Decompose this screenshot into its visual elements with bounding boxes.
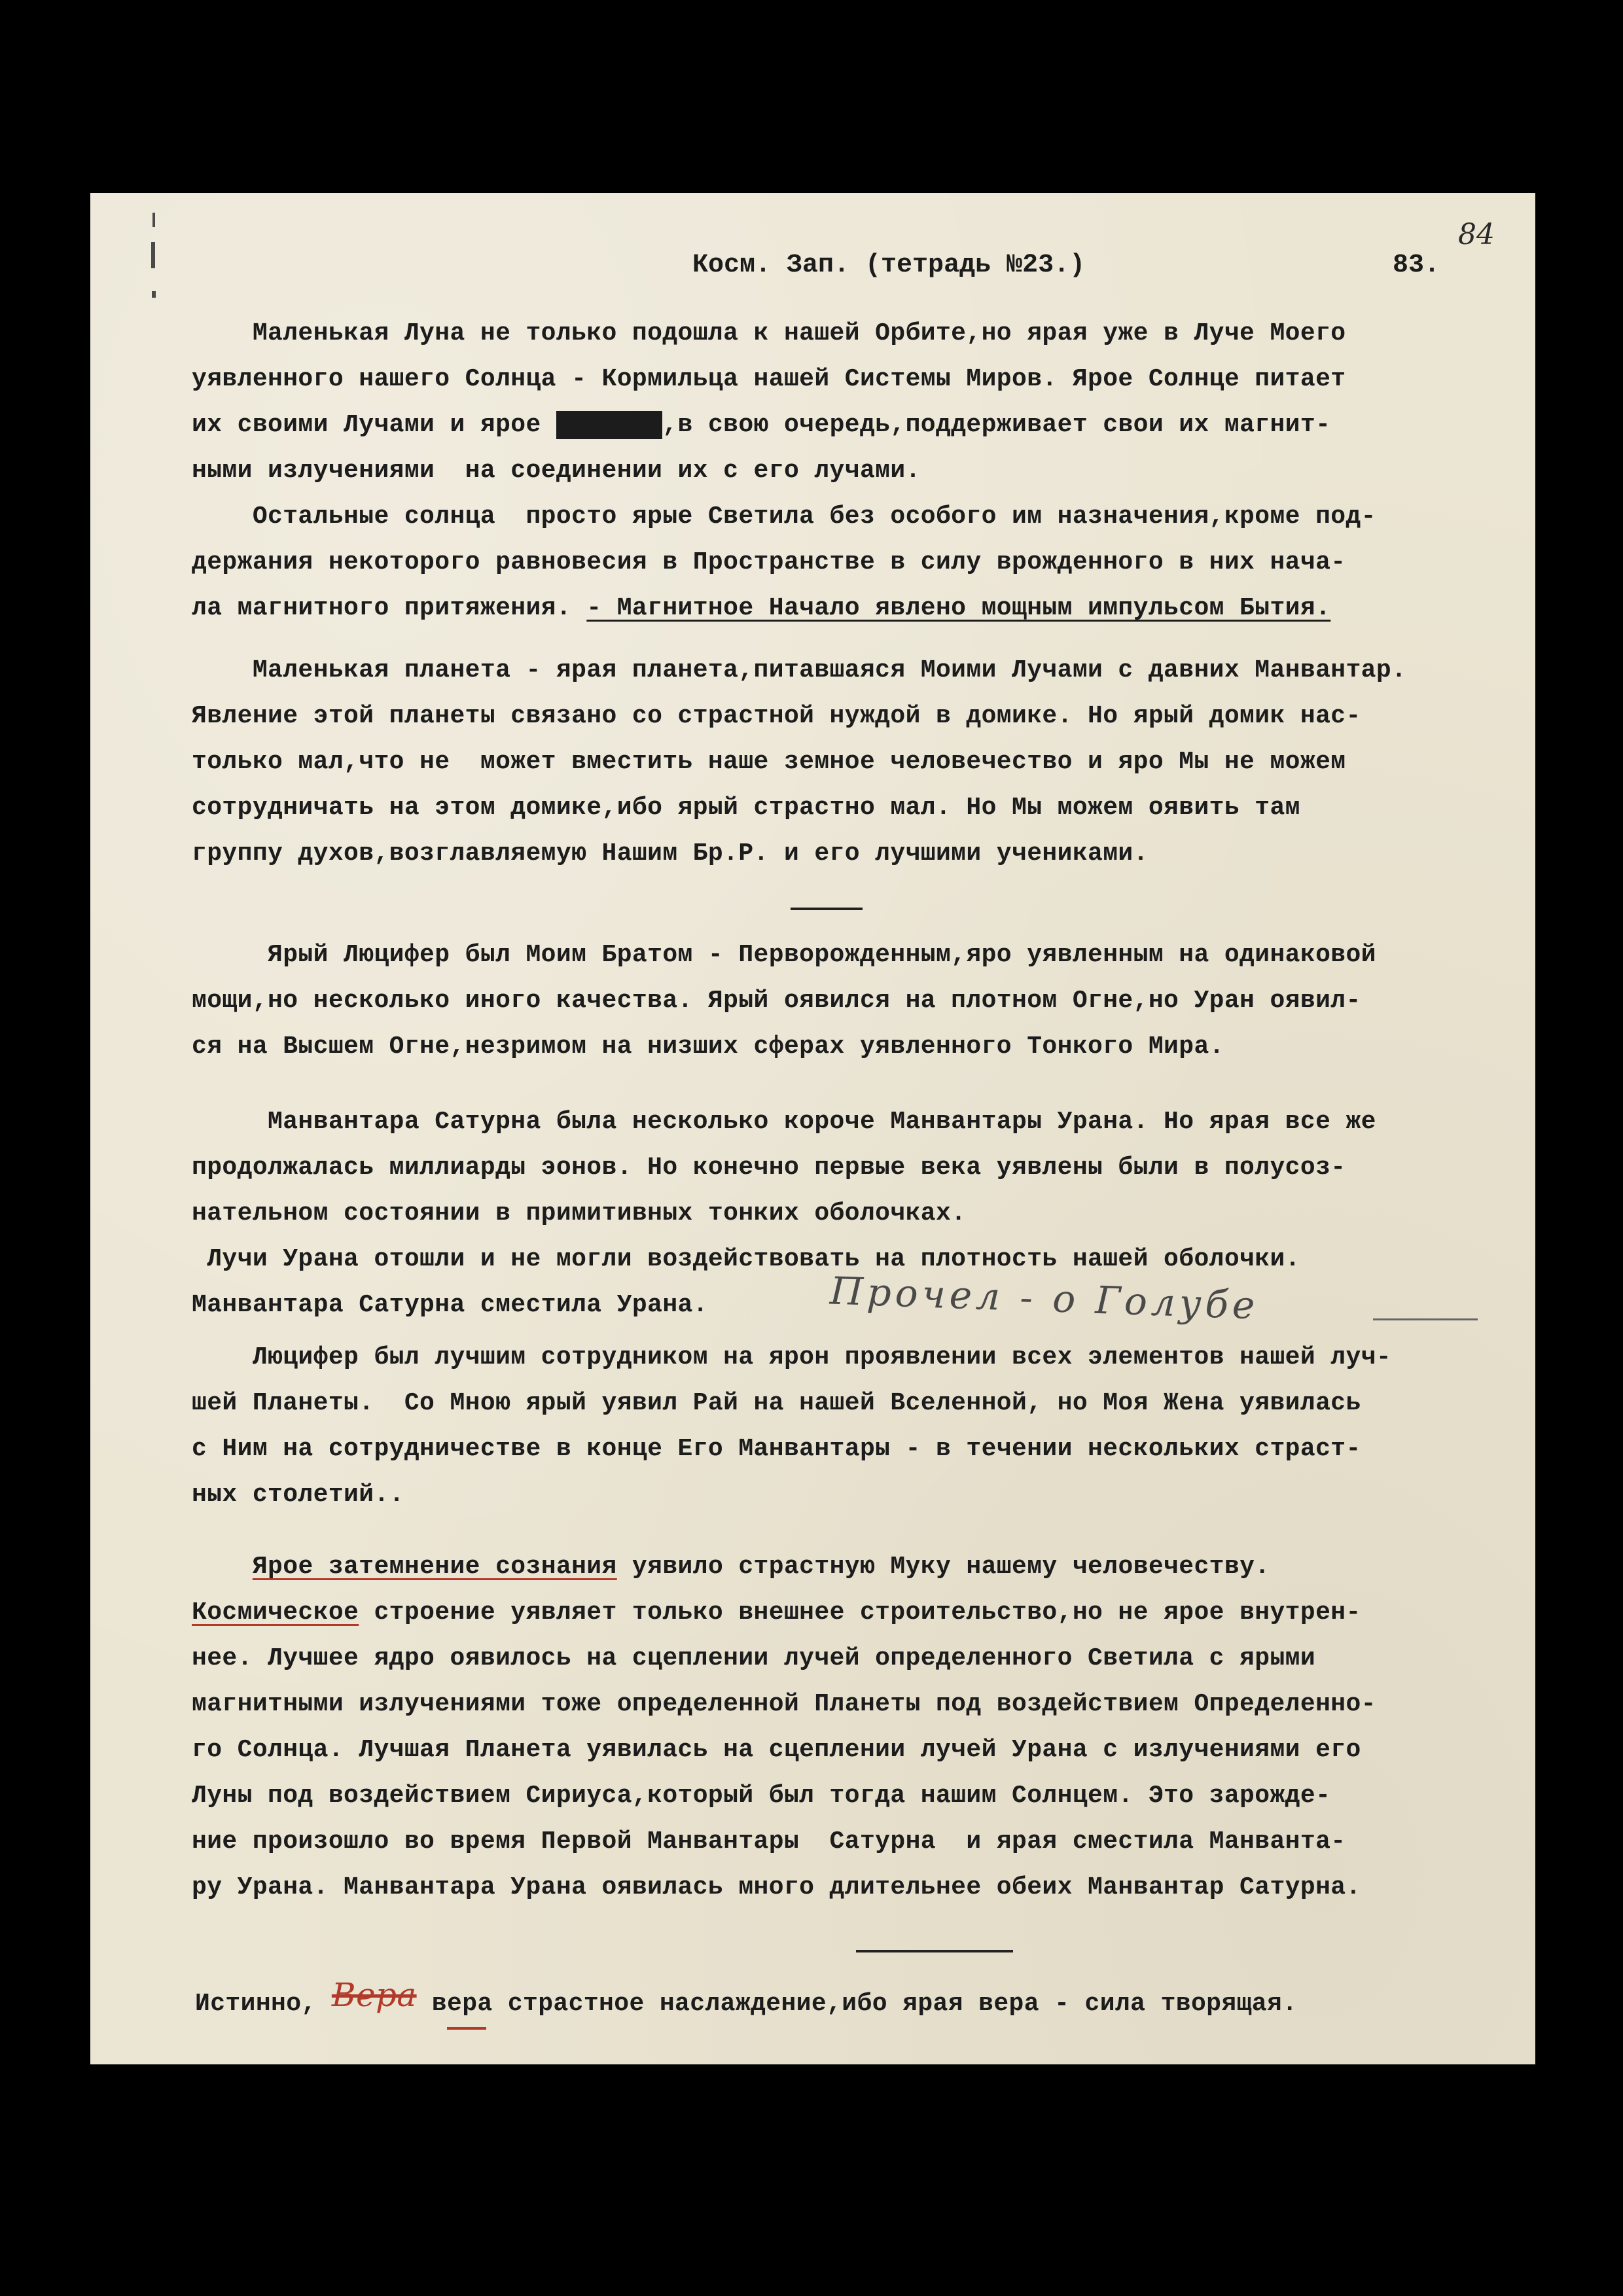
text-line: Остальные солнца просто ярые Светила без особого им назначения,кроме под- [192, 503, 1376, 531]
text-line: группу духов,возглавляемую Нашим Бр.Р. и его лучшими учениками. [192, 839, 1149, 868]
text-segment: ,в свою очередь,поддерживает свои их магнит- [662, 411, 1331, 439]
red-handwritten-correction: Вера [331, 1976, 417, 2014]
document-page [90, 193, 1535, 2064]
text-line: нательном состоянии в примитивных тонких оболочках. [192, 1199, 967, 1227]
text-line [192, 586, 1376, 631]
text-line: Лучи Урана отошли и не могли воздействовать на плотность нашей оболочки. [192, 1245, 1300, 1273]
red-underlined-word: Космическое [192, 1598, 359, 1627]
text-segment: уявило страстную Муку нашему человечеству. [616, 1553, 1270, 1581]
text-line [195, 1976, 1297, 2022]
text-line: Маленькая планета - ярая планета,питавшаяся Моими Лучами с давних Манвантар. [192, 656, 1407, 684]
text-line: Луны под воздействием Сириуса,который был тогда нашим Солнцем. Это зарожде- [192, 1782, 1331, 1810]
text-line: Явление этой планеты связано со страстной нуждой в домике. Но ярый домик нас- [192, 702, 1361, 730]
red-underlined-phrase: Ярое затемнение сознания [252, 1553, 617, 1581]
paragraph-6 [192, 1335, 1391, 1518]
text-line: ся на Высшем Огне,незримом на низших сферах уявленного Тонкого Мира. [192, 1033, 1224, 1061]
text-line: Ярый Люцифер был Моим Братом - Перворожденным,яро уявленным на одинаковой [192, 941, 1376, 969]
paragraph-7 [192, 1544, 1376, 1911]
text-segment: ла магнитного притяжения. [192, 594, 587, 622]
paragraph-8 [195, 1976, 1297, 2022]
underlined-phrase: - Магнитное Начало явлено мощным импульсом Бытия. [586, 594, 1331, 622]
text-segment: строение уявляет только внешнее строительство,но не ярое внутрен- [359, 1598, 1361, 1627]
text-line: держания некоторого равновесия в Пространстве в силу врожденного в них нача- [192, 548, 1346, 576]
paragraph-4 [192, 932, 1376, 1070]
page-title: Косм. Зап. (тетрадь №23.) [692, 251, 1086, 280]
text-line: го Солнца. Лучшая Планета уявилась на сцеплении лучей Урана с излучениями его [192, 1736, 1361, 1764]
struck-out-word: xxxxxxx [556, 411, 663, 439]
text-line: магнитными излучениями тоже определенной Планеты под воздействием Определенно- [192, 1690, 1376, 1718]
text-segment: их своими Лучами и ярое [192, 411, 556, 439]
section-divider [856, 1950, 1013, 1952]
binder-mark [152, 291, 156, 298]
text-line: нее. Лучшее ядро оявилось на сцеплении лучей определенного Светила с ярыми [192, 1644, 1316, 1672]
text-line: ными излучениями на соединении их с его лучами. [192, 457, 921, 485]
section-divider [791, 908, 863, 910]
text-line [192, 1544, 1376, 1590]
text-line: сотрудничать на этом домике,ибо ярый страстно мал. Но Мы можем оявить там [192, 794, 1300, 822]
paragraph-1 [192, 311, 1346, 494]
handwritten-note: Прочел - о Голубе [829, 1268, 1260, 1328]
text-segment: вера страстное наслаждение,ибо ярая вера - сила творящая. [416, 1990, 1298, 2018]
text-line: шей Планеты. Со Мною ярый уявил Рай на нашей Вселенной, но Моя Жена уявилась [192, 1389, 1361, 1417]
text-line: Манвантара Сатурна сместила Урана. [192, 1291, 708, 1319]
archive-number: 84 [1458, 218, 1495, 251]
paragraph-3 [192, 648, 1406, 877]
text-segment: Истинно, [195, 1990, 332, 2018]
text-line: мощи,но несколько иного качества. Ярый оявился на плотном Огне,но Уран оявил- [192, 987, 1361, 1015]
text-line: ных столетий.. [192, 1481, 404, 1509]
text-line: уявленного нашего Солнца - Кормильца нашей Системы Миров. Ярое Солнце питает [192, 365, 1346, 393]
text-line: ру Урана. Манвантара Урана оявилась много длительнее обеих Манвантар Сатурна. [192, 1873, 1361, 1901]
handwritten-stroke [1373, 1318, 1478, 1320]
text-line [192, 1590, 1376, 1636]
text-line: Люцифер был лучшим сотрудником на ярон проявлении всех элементов нашей луч- [192, 1343, 1392, 1371]
text-line: с Ним на сотрудничестве в конце Его Манвантары - в течении нескольких страст- [192, 1435, 1361, 1463]
binder-mark [152, 213, 155, 227]
text-line: Манвантара Сатурна была несколько короче Манвантары Урана. Но ярая все же [192, 1108, 1376, 1136]
page-number: 83. [1393, 251, 1440, 280]
red-underline-mark [447, 2027, 486, 2030]
paragraph-2 [192, 494, 1376, 631]
text-line: ние произошло во время Первой Манвантары Сатурна и ярая сместила Манванта- [192, 1828, 1346, 1856]
text-line [192, 402, 1346, 448]
text-line: Маленькая Луна не только подошла к нашей Орбите,но ярая уже в Луче Моего [192, 319, 1346, 347]
page-header [90, 218, 1535, 290]
text-line: только мал,что не может вместить наше земное человечество и яро Мы не можем [192, 748, 1346, 776]
text-line: продолжалась миллиарды эонов. Но конечно первые века уявлены были в полусоз- [192, 1154, 1346, 1182]
